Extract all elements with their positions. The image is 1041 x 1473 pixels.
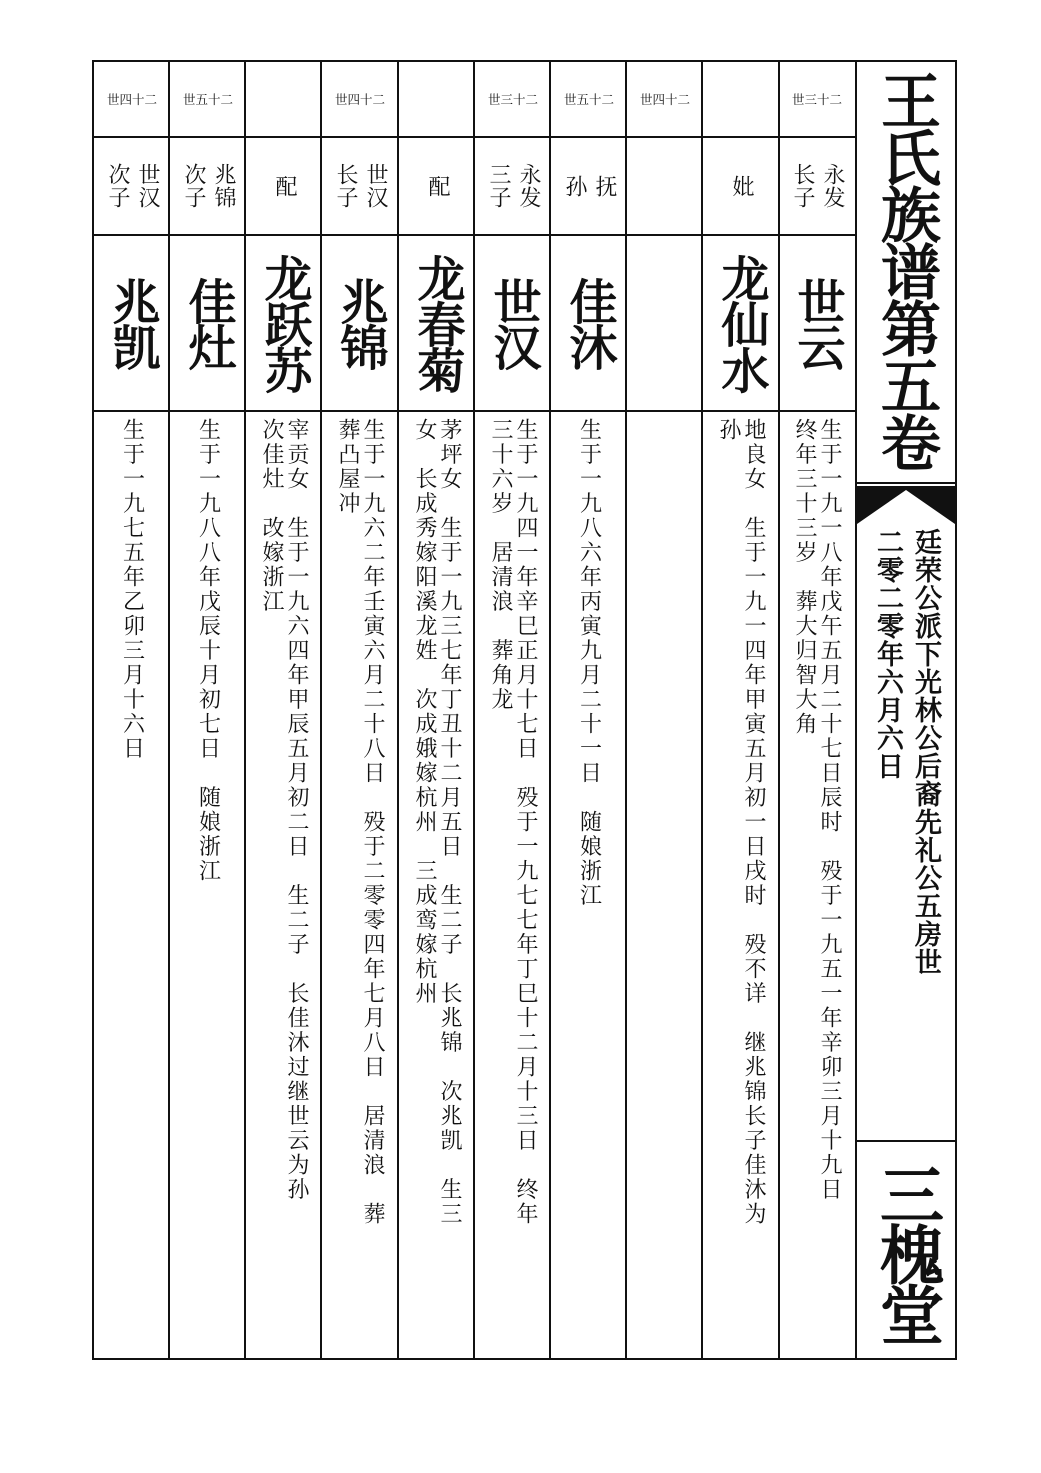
entry-column-zhaojin (322, 62, 398, 1358)
entry-column-longxianshui (703, 62, 779, 1358)
entry-column-jiamu (551, 62, 627, 1358)
title-panel (855, 62, 955, 1358)
person-name: 佳灶 (180, 277, 236, 369)
person-name: 龙仙水 (713, 254, 769, 392)
generation-label: 世三十二 (475, 62, 551, 138)
entry-column-shihan (475, 62, 551, 1358)
biography-text: 生于一九八八年戊辰十月初七日 随娘浙江 (195, 418, 221, 884)
biography-text: 地良女 生于一九一四年甲寅五月初一日戌时 殁不详 继兆锦长子佳沐为 孙 (716, 418, 766, 1227)
generation-label: 世四十二 (94, 62, 170, 138)
hall-rule (857, 1140, 955, 1142)
relation-label: 永发 长子 (790, 163, 845, 209)
generation-label: 世三十二 (779, 62, 855, 138)
person-name: 兆凯 (104, 277, 160, 369)
biography-text: 生于一九六二年壬寅六月二十八日 殁于二零零四年七月八日 居清浪 葬 葬凸屋冲 (335, 418, 385, 1227)
person-name: 龙春菊 (409, 254, 465, 392)
relation-label: 世汉 长子 (333, 163, 388, 209)
generation-label (703, 62, 779, 138)
relation-label: 配 (425, 174, 450, 198)
title-rule (857, 482, 955, 484)
biography-text: 宰贡女 生于一九六四年甲辰五月初二日 生二子 长佳沐过继世云为孙 次佳灶 改嫁浙江 (259, 418, 309, 1202)
person-name: 龙跃苏 (256, 254, 312, 392)
subtitle-block (857, 528, 955, 1138)
hall-name: 三槐堂 (869, 1162, 944, 1342)
person-name: 佳沐 (561, 277, 617, 369)
relation-label: 妣 (729, 174, 754, 198)
person-name: 世云 (789, 277, 845, 369)
person-name: 兆锦 (332, 277, 388, 369)
entry-column-shiyun (779, 62, 855, 1358)
relation-label: 世汉 次子 (105, 163, 160, 209)
person-name: 世汉 (485, 277, 541, 369)
generation-label: 世四十二 (627, 62, 703, 138)
relation-label: 兆锦 次子 (181, 163, 236, 209)
generation-label: 世五十二 (551, 62, 627, 138)
generation-label (246, 62, 322, 138)
generation-label: 世四十二 (322, 62, 398, 138)
biography-text: 茅坪女 生于一九三七年丁丑十二月五日 生二子 长兆锦 次兆凯 生三 女 长成秀嫁阳溪龙姓 次成娥嫁杭州 三成鸾嫁杭州 (412, 418, 462, 1227)
lineage-subtitle: 廷荣公派下光林公后裔先礼公五房世 (910, 528, 941, 976)
entry-column-zhaokai (94, 62, 170, 1358)
relation-label: 配 (272, 174, 297, 198)
generation-label (399, 62, 475, 138)
entry-column-longyuesu (246, 62, 322, 1358)
biography-text: 生于一九一八年戊午五月二十七日辰时 殁于一九五一年辛卯三月十九日 终年三十三岁 葬大归智大角 (792, 418, 842, 1202)
relation-label: 永发 三子 (486, 163, 541, 209)
entry-column-longchunju (399, 62, 475, 1358)
compile-date: 二零二零年六月六日 (872, 528, 903, 780)
biography-text: 生于一九八六年丙寅九月二十一日 随娘浙江 (576, 418, 602, 908)
entry-column-jiazao (170, 62, 246, 1358)
book-title: 王氏族谱第五卷 (871, 70, 941, 469)
biography-text: 生于一九七五年乙卯三月十六日 (119, 418, 145, 761)
relation-label: 抚 孙 (562, 174, 617, 198)
fishtail-ornament (857, 486, 955, 524)
generation-label: 世五十二 (170, 62, 246, 138)
biography-text: 生于一九四一年辛巳正月十七日 殁于一九七七年丁巳十二月十三日 终年 三十六岁 居清浪 葬角龙 (488, 418, 538, 1227)
entry-column-empty (627, 62, 703, 1358)
